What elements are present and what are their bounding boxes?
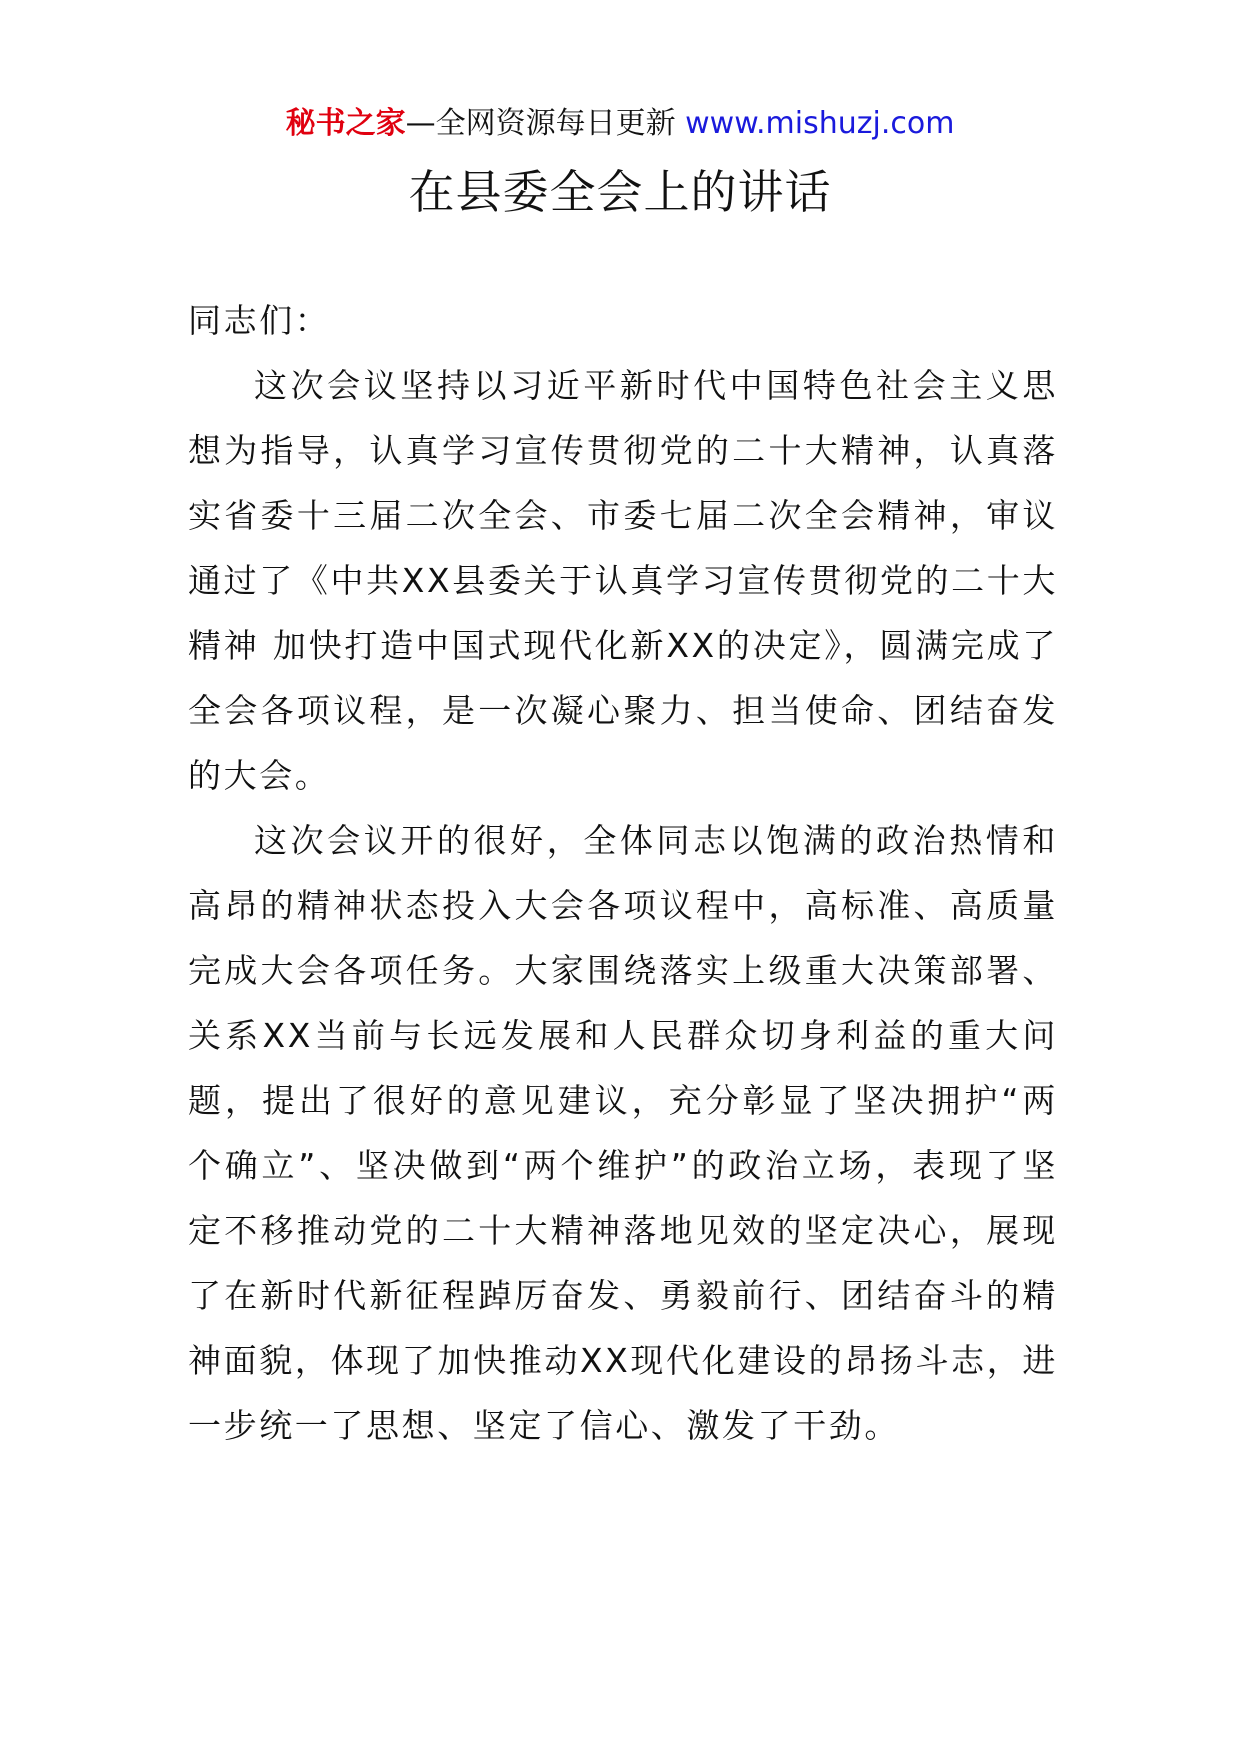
- document-title: 在县委全会上的讲话: [408, 165, 832, 219]
- body-paragraph-2: 这次会议开的很好，全体同志以饱满的政治热情和高昂的精神状态投入大会各项议程中，高标准、高质量完成大会各项任务。大家围绕落实上级重大决策部署、关系XX当前与长远发展和人民群众切身利益的重大问题，提出了很好的意见建议，充分彰显了坚决拥护“两个确立”、坚决做到“两个维护”的政治立场，表现了坚定不移推动党的二十大精神落地见效的坚定决心，展现了在新时代新征程踔厉奋发、勇毅前行、团结奋斗的精神面貌，体现了加快推动XX现代化建设的昂扬斗志，进一步统一了思想、坚定了信心、激发了干劲。: [188, 821, 1058, 1445]
- site-url-link[interactable]: www.mishuzj.com: [685, 106, 955, 141]
- document-body: [188, 288, 1058, 1458]
- brand-name: 秘书之家: [285, 106, 406, 141]
- greeting: 同志们：: [188, 301, 331, 340]
- header-tagline: —全网资源每日更新: [405, 106, 686, 141]
- body-paragraph-1: 这次会议坚持以习近平新时代中国特色社会主义思想为指导，认真学习宣传贯彻党的二十大精神，认真落实省委十三届二次全会、市委七届二次全会精神，审议通过了《中共XX县委关于认真学习宣传贯彻党的二十大精神 加快打造中国式现代化新XX的决定》，圆满完成了全会各项议程，是一次凝心聚力、担当使命、团结奋发的大会。: [188, 366, 1058, 795]
- site-header: [0, 104, 1240, 144]
